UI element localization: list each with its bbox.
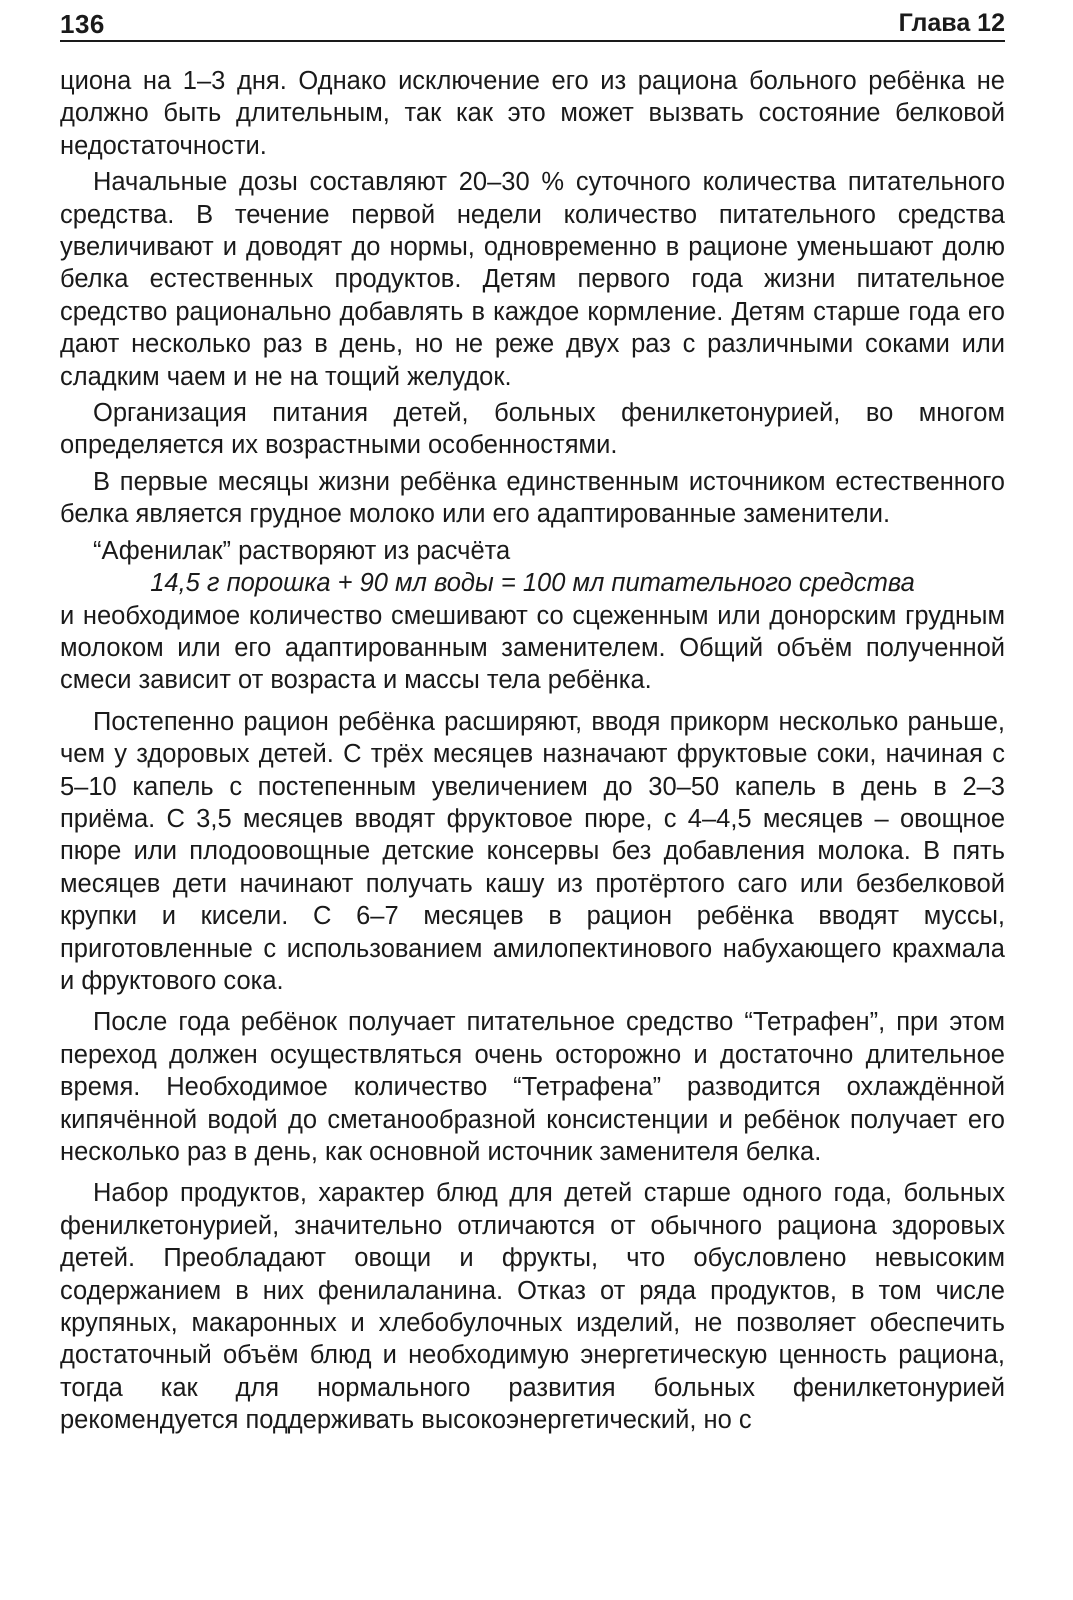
dilution-formula: 14,5 г порошка + 90 мл воды = 100 мл питательного средства: [150, 569, 915, 598]
page-number: 136: [60, 9, 105, 39]
chapter-label: Глава 12: [898, 9, 1005, 37]
paragraph-mixing: и необходимое количество смешивают со сцеженным или донорским грудным молоком или его адаптированным заменителем. Общий объём полученной смеси зависит от возраста и массы тела ребёнка.: [60, 601, 1005, 695]
running-header: [60, 6, 1005, 42]
body-text: [60, 65, 1005, 1441]
paragraph-feeding-organization: Организация питания детей, больных фенилкетонурией, во многом определяется их возрастными особенностями.: [60, 399, 1005, 460]
paragraph-complementary-feeding: Постепенно рацион ребёнка расширяют, вводя прикорм несколько раньше, чем у здоровых детей. С трёх месяцев назначают фруктовые соки, начиная с 5–10 капель с постепенным увеличением до 30–50 капель в день в 2–3 приёма. С 3,5 месяцев вводят фруктовое пюре, с 4–4,5 месяцев – овощное пюре или плодоовощные детские консервы без добавления молока. В пять месяцев дети начинают получать кашу из протёртого саго или безбелковой крупки и кисели. С 6–7 месяцев в рацион ребёнка вводят муссы, приготовленные с использованием амилопектинового набухающего крахмала и фруктового сока.: [60, 707, 1005, 995]
paragraph-first-months: В первые месяцы жизни ребёнка единственным источником естественного белка является грудное молоко или его адаптированные заменители.: [60, 467, 1005, 529]
paragraph-continuation: циона на 1–3 дня. Однако исключение его из рациона больного ребёнка не должно быть длительным, так как это может вызвать состояние белковой недостаточности.: [60, 67, 1005, 160]
paragraph-tetrafen: После года ребёнок получает питательное средство “Тетрафен”, при этом переход должен осуществляться очень осторожно и достаточно длительное время. Необходимое количество “Тетрафена” разводится охлаждённой кипячённой водой до сметанообразной консистенции и ребёнок получает его несколько раз в день, как основной источник заменителя белка.: [60, 1008, 1005, 1166]
paragraph-initial-doses: Начальные дозы составляют 20–30 % суточного количества питательного средства. В течение первой недели количество питательного средства увеличивают и доводят до нормы, одновременно в рационе уменьшают долю белка естественных продуктов. Детям первого года жизни питательное средство рационально добавлять в каждое кормление. Детям старше года его дают несколько раз в день, но не реже двух раз с различными соками или сладким чаем и не на тощий желудок.: [60, 168, 1005, 391]
paragraph-food-set: Набор продуктов, характер блюд для детей старше одного года, больных фенилкетонурией, значительно отличаются от обычного рациона здоровых детей. Преобладают овощи и фрукты, что обусловлено невысоким содержанием в них фенилаланина. Отказ от ряда продуктов, в том числе крупяных, макаронных и хлебобулочных изделий, не позволяет обеспечить достаточный объём блюд и необходимую энергетическую ценность рациона, тогда как для нормального развития больных фенилкетонурией рекомендуется поддерживать высокоэнергетический, но с: [60, 1179, 1005, 1435]
book-page: [60, 0, 1005, 1600]
paragraph-afenilak: “Афенилак” растворяют из расчёта: [93, 536, 511, 565]
